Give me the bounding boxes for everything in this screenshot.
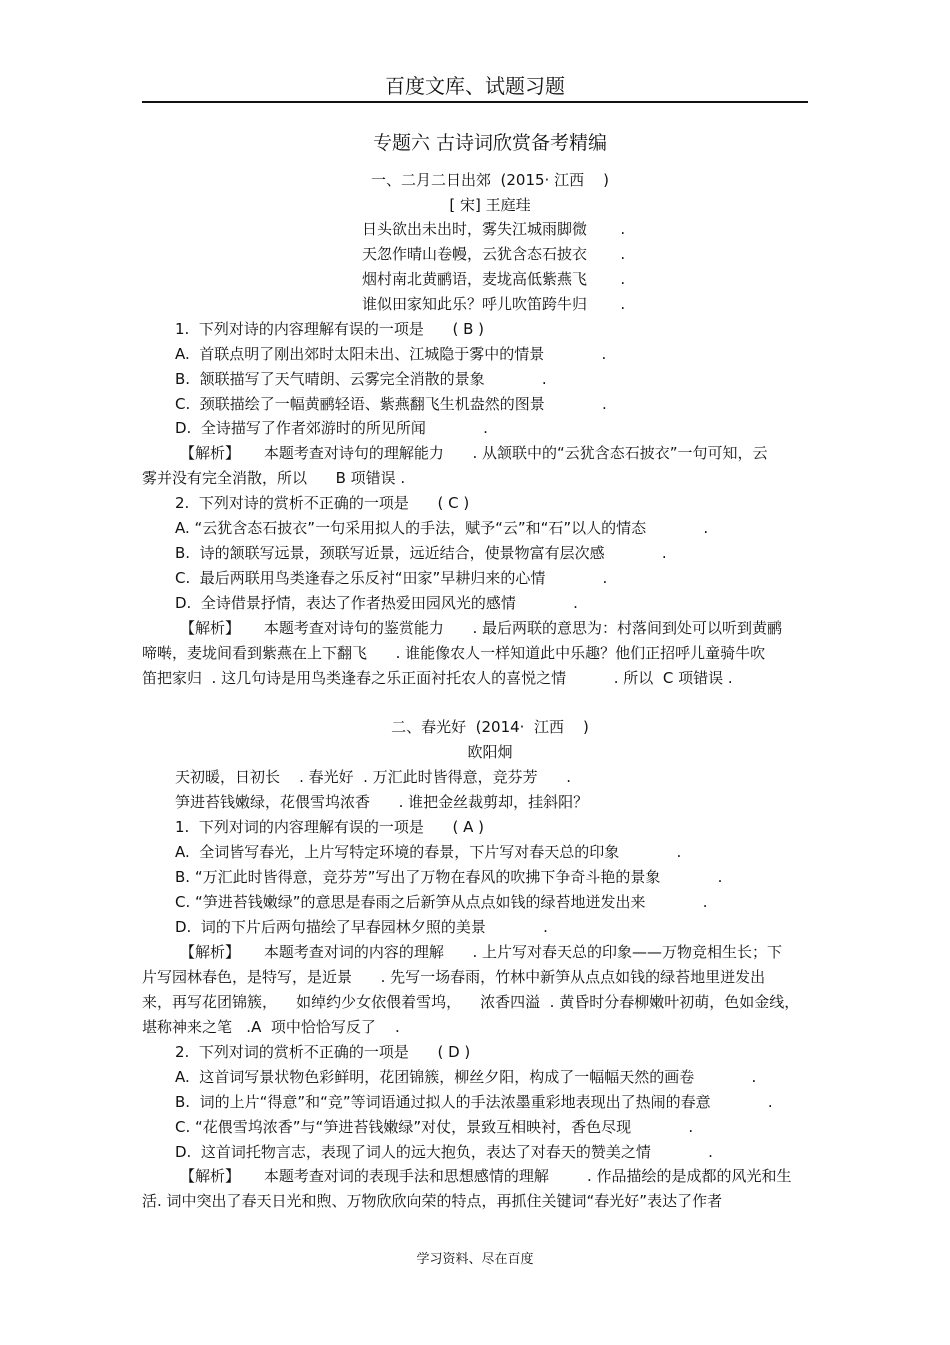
section1-author: [ 宋] 王庭珪 [449, 196, 531, 214]
analysis-line: 【解析】 本题考查对词的表现手法和思想感情的理解 . 作品描绘的是成都的风光和生 [180, 1167, 792, 1185]
analysis-line: 啼啭，麦垅间看到紫燕在上下翻飞 . 谁能像农人一样知道此中乐趣？他们正招呼儿童骑牛吹 [142, 644, 766, 662]
option-c: C. 最后两联用鸟类逢春之乐反衬“田家”早耕归来的心情 . [175, 569, 608, 587]
section2-heading: 二、春光好 (2014· 江西 ) [391, 718, 589, 736]
analysis-line: 【解析】 本题考查对诗句的鉴赏能力 . 最后两联的意思为：村落间到处可以听到黄鹂 [180, 619, 782, 637]
page-footer: 学习资料、尽在百度 [416, 1252, 534, 1267]
analysis-line: 笛把家归 . 这几句诗是用鸟类逢春之乐正面衬托农人的喜悦之情 . 所以 C 项错误 . [142, 669, 733, 687]
section2-author: 欧阳炯 [467, 743, 513, 761]
analysis-line: 雾并没有完全消散，所以 B 项错误 . [142, 469, 406, 487]
poem-line: 烟村南北黄鹂语，麦垅高低紫燕飞 . [362, 270, 626, 288]
option-b: B. 颔联描写了天气晴朗、云雾完全消散的景象 . [175, 370, 547, 388]
option-d: D. 这首词托物言志，表现了词人的远大抱负，表达了对春天的赞美之情 . [175, 1143, 713, 1161]
poem-line: 日头欲出未出时，雾失江城雨脚微 . [362, 220, 626, 238]
option-a: A. “云犹含态石披衣”一句采用拟人的手法，赋予“云”和“石”以人的情态 . [175, 519, 709, 537]
header-title: 百度文库、试题习题 [385, 74, 565, 98]
analysis-line: 来，再写花团锦簇， 如绰约少女依偎着雪坞， 浓香四溢 . 黄昏时分春柳嫩叶初萌，色如金线， [142, 993, 800, 1011]
option-c: C. “笋进苔钱嫩绿”的意思是春雨之后新笋从点点如钱的绿苔地迸发出来 . [175, 893, 708, 911]
option-a: A. 首联点明了刚出郊时太阳未出、江城隐于雾中的情景 . [175, 345, 607, 363]
option-c: C. “花偎雪坞浓香”与“笋进苔钱嫩绿”对仗，景致互相映衬，香色尽现 . [175, 1118, 694, 1136]
poem-line: 笋进苔钱嫩绿，花偎雪坞浓香 . 谁把金丝裁剪却，挂斜阳？ [175, 793, 589, 811]
analysis-line: 活. 词中突出了春天日光和煦、万物欣欣向荣的特点，再抓住关键词“春光好”表达了作者 [142, 1192, 723, 1210]
option-d: D. 词的下片后两句描绘了早春园林夕照的美景 . [175, 918, 548, 936]
option-a: A. 全词皆写春光，上片写特定环境的春景，下片写对春天总的印象 . [175, 843, 682, 861]
analysis-line: 片写园林春色，是特写，是近景 . 先写一场春雨，竹林中新笋从点点如钱的绿苔地里迸发出 [142, 968, 766, 986]
document-title: 专题六 古诗词欣赏备考精编 [372, 132, 608, 154]
option-b: B. “万汇此时皆得意，竞芬芳”写出了万物在春风的吹拂下争奇斗艳的景象 . [175, 868, 723, 886]
option-d: D. 全诗借景抒情，表达了作者热爱田园风光的感情 . [175, 594, 578, 612]
option-a: A. 这首词写景状物色彩鲜明，花团锦簇，柳丝夕阳，构成了一幅幅天然的画卷 . [175, 1068, 757, 1086]
option-c: C. 颈联描绘了一幅黄鹂轻语、紫燕翻飞生机盎然的图景 . [175, 395, 607, 413]
analysis-line: 堪称神来之笔 .A 项中恰恰写反了 . [142, 1018, 400, 1036]
option-b: B. 诗的颔联写远景，颈联写近景，远近结合，使景物富有层次感 . [175, 544, 667, 562]
question-stem: 2. 下列对诗的赏析不正确的一项是 ( C ) [175, 494, 470, 512]
section1-heading: 一、二月二日出郊 (2015· 江西 ) [370, 171, 610, 189]
analysis-line: 【解析】 本题考查对诗句的理解能力 . 从颔联中的“云犹含态石披衣”一句可知，云 [180, 444, 768, 462]
question-stem: 1. 下列对词的内容理解有误的一项是 ( A ) [175, 818, 484, 836]
poem-line: 谁似田家知此乐？呼儿吹笛跨牛归 . [362, 295, 626, 313]
analysis-line: 【解析】 本题考查对词的内容的理解 . 上片写对春天总的印象——万物竞相生长；下 [180, 943, 782, 961]
option-d: D. 全诗描写了作者郊游时的所见所闻 . [175, 419, 488, 437]
question-stem: 2. 下列对词的赏析不正确的一项是 ( D ) [175, 1043, 471, 1061]
poem-line: 天初暖，日初长 . 春光好 . 万汇此时皆得意，竞芬芳 . [175, 768, 572, 786]
option-b: B. 词的上片“得意”和“竞”等词语通过拟人的手法浓墨重彩地表现出了热闹的春意 . [175, 1093, 773, 1111]
poem-line: 天忽作晴山卷幔，云犹含态石披衣 . [362, 245, 626, 263]
question-stem: 1. 下列对诗的内容理解有误的一项是 ( B ) [175, 320, 484, 338]
header-divider [142, 101, 808, 103]
